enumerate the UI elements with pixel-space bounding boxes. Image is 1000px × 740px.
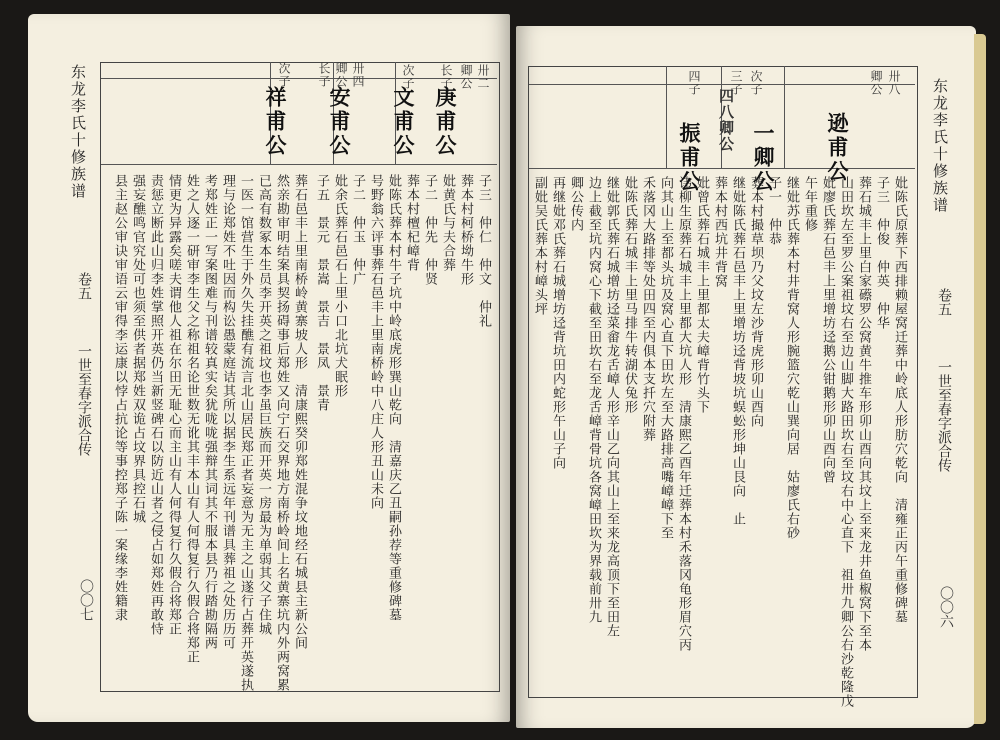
person-name: 振甫公: [677, 122, 702, 194]
header-rank: 卿公: [334, 62, 348, 88]
left-page: [28, 14, 510, 722]
text-column: 姓之人逐一研审李生父之称祖名论世数无讹其丰本山有人何得复行久假合将郑正: [184, 174, 199, 664]
volume-label-left: 卷五: [76, 272, 92, 300]
header-rule-bottom-right: [529, 168, 915, 169]
header-rule-top-right: [529, 84, 915, 85]
text-column: 妣陈氏葬石城丰上里马排牛转湖伏兔形: [622, 176, 637, 414]
text-column: 副妣吴氏葬本村嶂头坪: [532, 176, 547, 316]
header-order: 次子: [749, 70, 763, 96]
page-number-right: 〇〇六: [938, 586, 954, 628]
text-column: 葬本村檀杞嶂背: [404, 174, 419, 272]
header-order: 长子: [439, 64, 453, 90]
text-column: 然亲勘审明结案具契扬碍事后郑姓又向宁石交界地方南桥岭间上名黄寨坑内外两窝累: [274, 174, 289, 692]
text-column: 妣余氏葬石邑石上里小口北坑犬眠形: [332, 174, 347, 398]
person-name: 逊甫公: [825, 112, 850, 184]
text-column: 葬本村柯桥坳牛形: [458, 174, 473, 286]
header-rank: 卿公: [869, 70, 883, 96]
text-column: 葬本村撮草坝乃父坟左沙背虎形卯山酉向: [748, 176, 763, 428]
text-column: 讳柳生原葬石城丰上里都大坑人形 清康熙乙酉年迁葬本村禾落冈龟形眉穴丙: [676, 176, 691, 652]
header-gen: 卅四: [351, 62, 365, 88]
name-column-divider-right-1: [784, 66, 785, 168]
text-column: 情更为异露矣嗟夫谓他人祖在尔田无耻心而主山有人何得复行久假合将郑正: [166, 174, 181, 636]
text-column: 考郑姓正一写案图难与刊谱较真实矣犹咙咙强辩其词其不服本县乃行踏勘隔两: [202, 174, 217, 650]
name-column-divider-right-3: [666, 66, 667, 168]
text-column: 继妣苏氏葬本村井背窝人形腕篮穴乾山巽向居 姑廖氏右砂: [784, 176, 799, 540]
text-column: 子三 仲仁 仲文 仲礼: [476, 174, 491, 328]
person-name: 庚甫公: [433, 86, 458, 158]
text-column: 山田坎左至罗公案祖坟右至边山脚大路田坎右至坟右中心直下 祖卅九卿公右沙乾隆戊: [838, 176, 853, 708]
volume-label-right: 卷五: [936, 288, 952, 316]
text-column: 葬石邑丰上里南桥岭黄寨坡人形 清康熙癸卯郑姓混争坟地经石城县主新公间: [292, 174, 307, 650]
header-rule-bottom-left: [101, 164, 497, 165]
header-order: 次子: [277, 62, 291, 88]
text-column: 已高有数冢本生员李开英之祖坟也李虽巨族而开英一房最为单弱其父子住城: [256, 174, 271, 636]
book-title-left: 东龙李氏十修族谱: [69, 64, 87, 200]
text-column: 再继妣邓氏葬石城增坊迳背坑田内蛇形午山子向: [550, 176, 565, 470]
text-column: 向其山上至都头坑及窝心直下田坎左至大路排高嘴嶂嶂下至: [658, 176, 673, 540]
page-number-left: 〇〇七: [78, 579, 94, 621]
text-column: 卿公传内: [568, 176, 583, 232]
text-column: 继妣陈氏葬石邑丰上里增坊迳背坡坑蜈蚣形坤山艮向 止: [730, 176, 745, 526]
text-column: 一医一馆营生于外久失挂醮有流言北山居民郑正者妄意为无主之山遂行占葬开英遂执: [238, 174, 253, 692]
text-column: 午年重修: [802, 176, 817, 232]
text-column: 妣曾氏葬石城丰上里都太夫嶂背竹头下: [694, 176, 709, 414]
header-gen: 卅八: [887, 70, 901, 96]
text-column: 葬石城丰上里白家礤罗公窝黄牛推车形卯山酉向其坟上至来龙井鱼椒窝下至本: [856, 176, 871, 652]
person-name: 祥甫公: [263, 86, 288, 158]
text-column: 子三 仲俊 仲英 仲华: [874, 176, 889, 330]
text-column: 号野翁六评事葬石邑丰上里南桥岭中八庄人形丑山未向: [368, 174, 383, 510]
text-column: 妣廖氏葬石邑丰上里增坊迳鹅公钳鹅形卯山酉向曾: [820, 176, 835, 484]
text-column: 县主赵公审诀审语云审得李运康以悖占抗论等事控郑子陈一案缘李姓籍隶: [112, 174, 127, 622]
person-name: 四八卿公: [717, 88, 735, 152]
text-column: 继妣郭氏葬石城增坊迳菜畲龙舌嶂人形辛山乙向其山上至来龙高顶下至田左: [604, 176, 619, 638]
text-column: 妣黄氏与夫合葬: [440, 174, 455, 272]
text-column: 妣陈氏葬本村牛子坑中岭底虎形巽山乾向 清嘉庆乙丑嗣孙荐等重修碑墓: [386, 174, 401, 622]
section-label-right: 一世至春字派合传: [936, 360, 952, 472]
text-column: 子二 仲先 仲贤: [422, 174, 437, 286]
header-order: 长子: [317, 62, 331, 88]
section-label-left: 一世至春字派合传: [76, 344, 92, 456]
book-title-right: 东龙李氏十修族谱: [931, 78, 949, 214]
text-column: 葬本村西坑井背窝: [712, 176, 727, 288]
page-edge: [974, 34, 986, 724]
text-column: 妣陈氏原葬下西排赖屋窝迁葬中岭底人形肪穴乾向 清雍正丙午重修碑墓: [892, 176, 907, 624]
header-order: 四子: [687, 70, 701, 96]
header-gen: 卅二: [476, 64, 490, 90]
text-column: 禾落冈大路排等处田四至内俱本支扦穴附葬: [640, 176, 655, 442]
person-name: 一卿公: [751, 122, 776, 194]
text-column: 理与论郑姓不吐因而构讼愚蒙庭诘其所以据李生系远年刊谱具葬祖之处历历可: [220, 174, 235, 650]
right-page: [516, 26, 976, 728]
header-rank: 卿公: [459, 64, 473, 90]
text-column: 子二 仲玉 仲广: [350, 174, 365, 286]
text-column: 责惩立断此山归李姓掌照开英仍当新竖碑石以防近山者之侵占如郑姓再敢恃: [148, 174, 163, 636]
header-order: 次子: [401, 64, 415, 90]
text-column: 强妄醮鸣官究处可也须至供者据郑姓双诡占坟界具控石城: [130, 174, 145, 524]
person-name: 安甫公: [327, 86, 352, 158]
header-rank: 三子: [729, 70, 743, 96]
person-name: 文甫公: [391, 86, 416, 158]
text-column: 子五 景元 景嵩 景吉 景凤 景青: [314, 174, 329, 412]
text-column: 边上截至坑内窝心下截至田坎右至龙舌嶂背骨坑各窝嶂田坎为界载前卅九: [586, 176, 601, 624]
text-column: 子一 仲恭: [766, 176, 781, 246]
